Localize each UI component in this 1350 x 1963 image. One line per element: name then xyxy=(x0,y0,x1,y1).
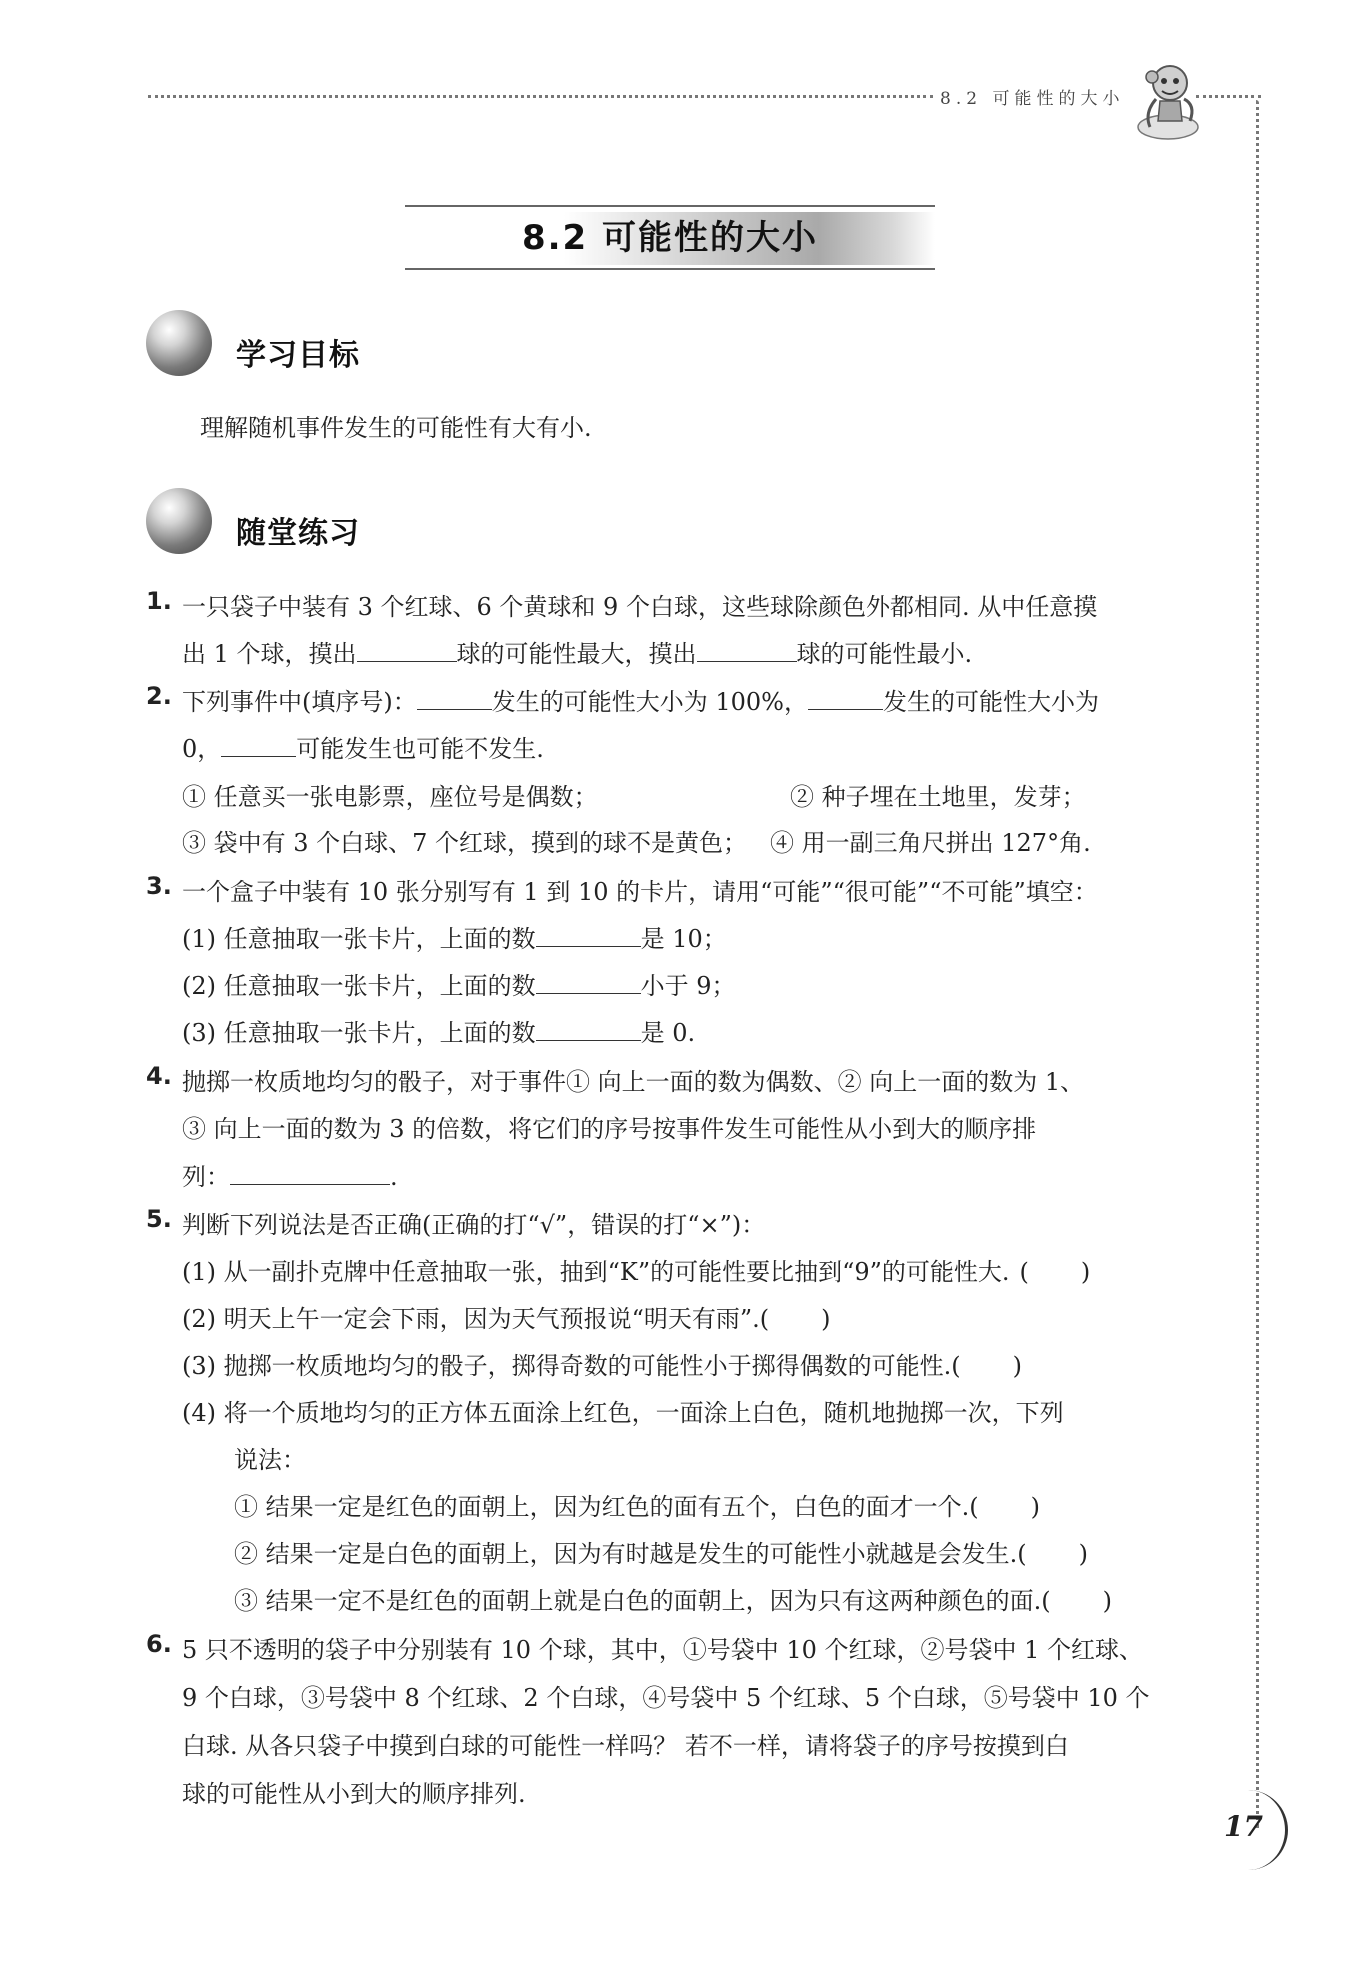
answer-blank[interactable] xyxy=(221,755,296,757)
q1-line1: 一只袋子中装有 3 个红球、6 个黄球和 9 个白球，这些球除颜色外都相同. 从中任意摸 xyxy=(182,593,1098,621)
answer-paren[interactable]: ( ) xyxy=(1041,1587,1113,1615)
answer-paren[interactable]: ( ) xyxy=(759,1305,831,1333)
q5-sub-4: (4) 将一个质地均匀的正方体五面涂上红色，一面涂上白色，随机地抛掷一次，下列 xyxy=(182,1399,1064,1427)
q1-number: 1. xyxy=(146,587,172,615)
q5-number: 5. xyxy=(146,1205,172,1233)
q6-line1: 5 只不透明的袋子中分别装有 10 个球，其中，①号袋中 10 个红球，②号袋中 1 个红球、 xyxy=(182,1636,1144,1664)
answer-blank[interactable] xyxy=(536,945,641,947)
objectives-text: 理解随机事件发生的可能性有大有小. xyxy=(200,414,592,442)
q5-sub-1: (1) 从一副扑克牌中任意抽取一张，抽到“K”的可能性要比抽到“9”的可能性大. ( ) xyxy=(182,1258,1091,1286)
q5-choice-2: ② 结果一定是白色的面朝上，因为有时越是发生的可能性小就越是会发生.( ) xyxy=(234,1540,1089,1568)
answer-paren[interactable]: ( ) xyxy=(969,1493,1041,1521)
q4-line1: 抛掷一枚质地均匀的骰子，对于事件① 向上一面的数为偶数、② 向上一面的数为 1、 xyxy=(182,1068,1085,1096)
q3-sub-1: (1) 任意抽取一张卡片，上面的数 是 10； xyxy=(182,925,727,953)
q1-line2: 出 1 个球，摸出 球的可能性最大，摸出 球的可能性最小. xyxy=(182,640,973,668)
answer-blank[interactable] xyxy=(536,992,641,994)
section-title: 8.2 可能性的大小 xyxy=(521,218,819,258)
title-rule-bottom xyxy=(405,268,935,270)
q5-choice-1: ① 结果一定是红色的面朝上，因为红色的面有五个，白色的面才一个.( ) xyxy=(234,1493,1041,1521)
answer-blank[interactable] xyxy=(536,1039,641,1041)
q4-line2: ③ 向上一面的数为 3 的倍数，将它们的序号按事件发生可能性从小到大的顺序排 xyxy=(182,1115,1037,1143)
objectives-heading: 学习目标 xyxy=(236,338,360,373)
q3-number: 3. xyxy=(146,872,172,900)
running-header: 8.2 可能性的大小 xyxy=(940,89,1125,109)
q2-option-1: ① 任意买一张电影票，座位号是偶数； xyxy=(182,783,598,811)
answer-paren[interactable]: ( ) xyxy=(1019,1258,1091,1286)
q4-line3: 列： . xyxy=(182,1163,398,1191)
title-rule-top xyxy=(405,205,935,207)
q6-number: 6. xyxy=(146,1630,172,1658)
margin-rule xyxy=(1256,100,1259,1828)
answer-blank[interactable] xyxy=(230,1183,390,1185)
q6-line3: 白球. 从各只袋子中摸到白球的可能性一样吗？ 若不一样，请将袋子的序号按摸到白 xyxy=(182,1732,1069,1760)
monkey-mascot-icon xyxy=(1130,55,1206,145)
q2-option-3: ③ 袋中有 3 个白球、7 个红球，摸到的球不是黄色； xyxy=(182,829,748,857)
q4-number: 4. xyxy=(146,1062,172,1090)
q5-sub-4-cont: 说法： xyxy=(234,1446,306,1474)
q5-sub-2: (2) 明天上午一定会下雨，因为天气预报说“明天有雨”.( ) xyxy=(182,1305,831,1333)
q2-option-4: ④ 用一副三角尺拼出 127°角. xyxy=(770,829,1091,857)
q2-option-2: ② 种子埋在土地里，发芽； xyxy=(790,783,1086,811)
q3-line1: 一个盒子中装有 10 张分别写有 1 到 10 的卡片，请用“可能”“很可能”“不可能”填空： xyxy=(182,878,1098,906)
q3-sub-3: (3) 任意抽取一张卡片，上面的数 是 0. xyxy=(182,1019,696,1047)
practice-heading: 随堂练习 xyxy=(236,516,360,551)
q6-line4: 球的可能性从小到大的顺序排列. xyxy=(182,1780,526,1808)
page-number: 17 xyxy=(1224,1810,1263,1843)
q5-sub-3: (3) 抛掷一枚质地均匀的骰子，掷得奇数的可能性小于掷得偶数的可能性.( ) xyxy=(182,1352,1023,1380)
q2-line2: 0， 可能发生也可能不发生. xyxy=(182,735,544,763)
answer-blank[interactable] xyxy=(697,660,797,662)
globe-icon xyxy=(146,310,212,376)
header-rule xyxy=(148,95,933,98)
q3-sub-2: (2) 任意抽取一张卡片，上面的数 小于 9； xyxy=(182,972,736,1000)
q6-line2: 9 个白球，③号袋中 8 个红球、2 个白球，④号袋中 5 个红球、5 个白球，⑤号袋中 10 个 xyxy=(182,1684,1150,1712)
q5-line1: 判断下列说法是否正确(正确的打“√”，错误的打“×”)： xyxy=(182,1211,766,1239)
answer-blank[interactable] xyxy=(417,708,492,710)
answer-blank[interactable] xyxy=(357,660,457,662)
answer-paren[interactable]: ( ) xyxy=(1017,1540,1089,1568)
globe-icon xyxy=(146,488,212,554)
answer-paren[interactable]: ( ) xyxy=(951,1352,1023,1380)
q2-line1: 下列事件中(填序号)： 发生的可能性大小为 100%， 发生的可能性大小为 xyxy=(182,688,1099,716)
q2-number: 2. xyxy=(146,682,172,710)
answer-blank[interactable] xyxy=(808,708,883,710)
q5-choice-3: ③ 结果一定不是红色的面朝上就是白色的面朝上，因为只有这两种颜色的面.( ) xyxy=(234,1587,1113,1615)
